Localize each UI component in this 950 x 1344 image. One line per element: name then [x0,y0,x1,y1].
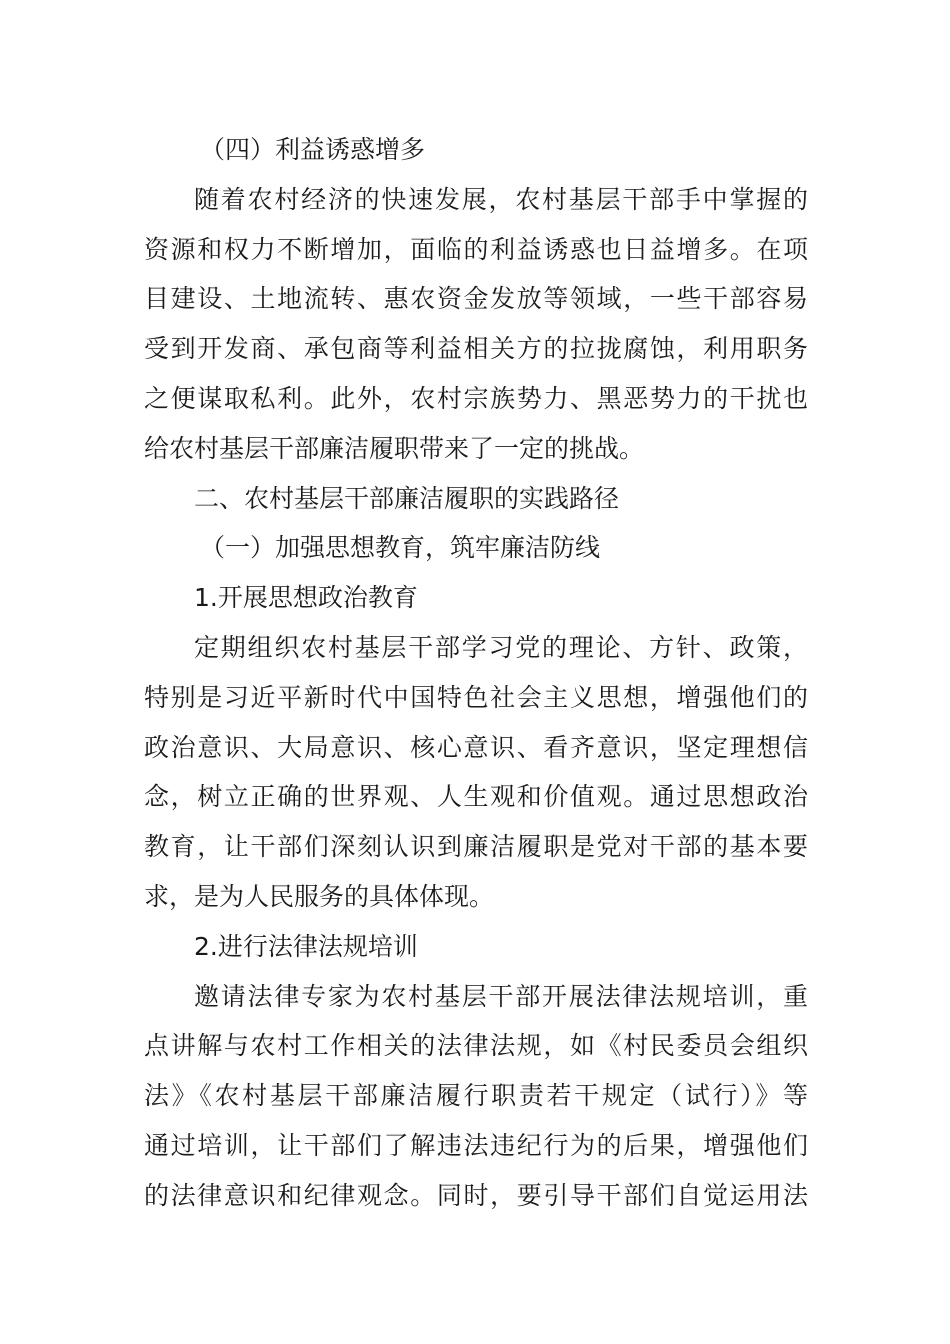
paragraph-line: 随着农村经济的快速发展，农村基层干部手中掌握的 [194,184,808,214]
paragraph-line: 之便谋取私利。此外，农村宗族势力、黑恶势力的干扰也 [144,383,808,413]
paragraph-line: 通过培训，让干部们了解违法违纪行为的后果，增强他们 [144,1130,808,1160]
paragraph-line: 受到开发商、承包商等利益相关方的拉拢腐蚀，利用职务 [144,334,808,364]
paragraph-line: 念，树立正确的世界观、人生观和价值观。通过思想政治 [144,782,808,812]
section-heading-2: 二、农村基层干部廉洁履职的实践路径 [194,483,620,513]
item-heading-2: 2.进行法律法规培训 [194,931,418,961]
paragraph-line: 定期组织农村基层干部学习党的理论、方针、政策， [194,632,808,662]
paragraph-line: 政治意识、大局意识、核心意识、看齐意识，坚定理想信 [144,732,808,762]
document-body [144,125,808,1221]
item-heading-1: 1.开展思想政治教育 [194,583,418,613]
subsection-heading-4: （四）利益诱惑增多 [200,135,426,164]
subsection-heading-1: （一）加强思想教育，筑牢廉洁防线 [200,533,601,563]
paragraph-line: 教育，让干部们深刻认识到廉洁履职是党对干部的基本要 [144,832,808,862]
paragraph-line: 求，是为人民服务的具体体现。 [144,881,495,911]
paragraph-line: 特别是习近平新时代中国特色社会主义思想，增强他们的 [144,682,808,712]
paragraph-line: 点讲解与农村工作相关的法律法规，如《村民委员会组织 [144,1031,808,1061]
paragraph-line: 的法律意识和纪律观念。同时，要引导干部们自觉运用法 [144,1180,808,1210]
paragraph-line: 资源和权力不断增加，面临的利益诱惑也日益增多。在项 [144,234,808,264]
paragraph-line: 给农村基层干部廉洁履职带来了一定的挑战。 [144,433,645,463]
paragraph-line: 目建设、土地流转、惠农资金发放等领域，一些干部容易 [144,284,808,314]
paragraph-line: 邀请法律专家为农村基层干部开展法律法规培训，重 [194,981,808,1011]
paragraph-line: 法》《农村基层干部廉洁履行职责若干规定（试行）》等 [144,1081,808,1111]
